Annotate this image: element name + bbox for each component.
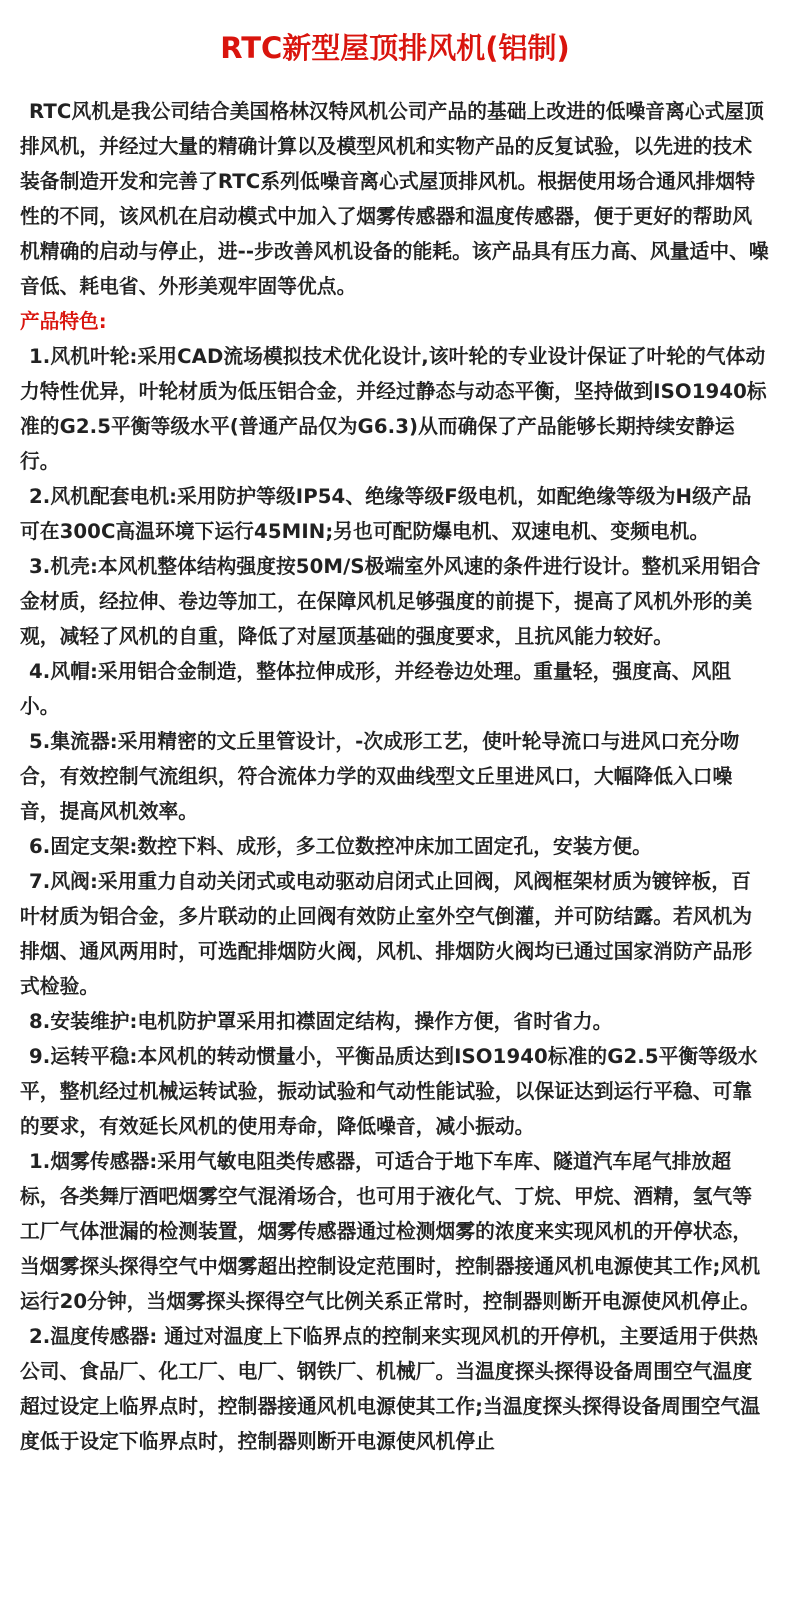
feature-collector: 5.集流器:采用精密的文丘里管设计，-次成形工艺，使叶轮导流口与进风口充分吻合，有效控制气流组织，符合流体力学的双曲线型文丘里进风口，大幅降低入口噪音，提高风机效率。 (20, 730, 740, 823)
feature-temperature-sensor: 2.温度传感器: 通过对温度上下临界点的控制来实现风机的开停机，主要适用于供热公司、食品厂、化工厂、电厂、钢铁厂、机械厂。当温度探头探得设备周围空气温度超过设定上临界点时，控制器接通风机电源使其工作;当温度探头探得设备周围空气温度低于设定下临界点时，控制器则断开电源使风机停止 (20, 1325, 761, 1453)
feature-motor: 2.风机配套电机:采用防护等级IP54、绝缘等级F级电机，如配绝缘等级为H级产品可在300C高温环境下运行45MIN;另也可配防爆电机、双速电机、变频电机。 (20, 485, 752, 543)
feature-impeller: 1.风机叶轮:采用CAD流场模拟技术优化设计,该叶轮的专业设计保证了叶轮的气体动力特性优异，叶轮材质为低压铝合金，并经过静态与动态平衡，坚持做到ISO1940标准的G2.5平衡等级水平(普通产品仅为G6.3)从而确保了产品能够长期持续安静运行。 (20, 345, 767, 473)
feature-maintenance: 8.安装维护:电机防护罩采用扣襟固定结构，操作方便，省时省力。 (29, 1010, 613, 1033)
feature-hood: 4.风帽:采用铝合金制造，整体拉伸成形，并经卷边处理。重量轻，强度高、风阻小。 (20, 660, 732, 718)
features-heading: 产品特色: (20, 310, 107, 333)
page-title: RTC新型屋顶排风机(铝制) (220, 31, 570, 65)
feature-casing: 3.机壳:本风机整体结构强度按50M/S极端室外风速的条件进行设计。整机采用铝合金材质，经拉伸、卷边等加工，在保障风机足够强度的前提下，提高了风机外形的美观，减轻了风机的自重，降低了对屋顶基础的强度要求，且抗风能力较好。 (20, 555, 761, 648)
feature-stable-operation: 9.运转平稳:本风机的转动惯量小，平衡品质达到ISO1940标准的G2.5平衡等级水平，整机经过机械运转试验，振动试验和气动性能试验，以保证达到运行平稳、可靠的要求，有效延长风机的使用寿命，降低噪音，减小振动。 (20, 1045, 758, 1138)
feature-damper: 7.风阀:采用重力自动关闭式或电动驱动启闭式止回阀，风阀框架材质为镀锌板，百叶材质为铝合金，多片联动的止回阀有效防止室外空气倒灌，并可防结露。若风机为排烟、通风两用时，可选配排烟防火阀，风机、排烟防火阀均已通过国家消防产品形式检验。 (20, 870, 753, 998)
intro-paragraph: RTC风机是我公司结合美国格林汉特风机公司产品的基础上改进的低噪音离心式屋顶排风机，并经过大量的精确计算以及模型风机和实物产品的反复试验，以先进的技术装备制造开发和完善了RTC系列低噪音离心式屋顶排风机。根据使用场合通风排烟特性的不同，该风机在启动模式中加入了烟雾传感器和温度传感器，便于更好的帮助风机精确的启动与停止，进--步改善风机设备的能耗。该产品具有压力高、风量适中、噪音低、耗电省、外形美观牢固等优点。 (20, 100, 769, 298)
feature-bracket: 6.固定支架:数控下料、成形，多工位数控冲床加工固定孔，安装方便。 (29, 835, 652, 858)
feature-smoke-sensor: 1.烟雾传感器:采用气敏电阻类传感器，可适合于地下车库、隧道汽车尾气排放超标，各类舞厅酒吧烟雾空气混淆场合，也可用于液化气、丁烷、甲烷、酒精，氢气等工厂气体泄漏的检测装置，烟雾传感器通过检测烟雾的浓度来实现风机的开停状态，当烟雾探头探得空气中烟雾超出控制设定范围时，控制器接通风机电源使其工作;风机运行20分钟，当烟雾探头探得空气比例关系正常时，控制器则断开电源使风机停止。 (20, 1150, 761, 1313)
